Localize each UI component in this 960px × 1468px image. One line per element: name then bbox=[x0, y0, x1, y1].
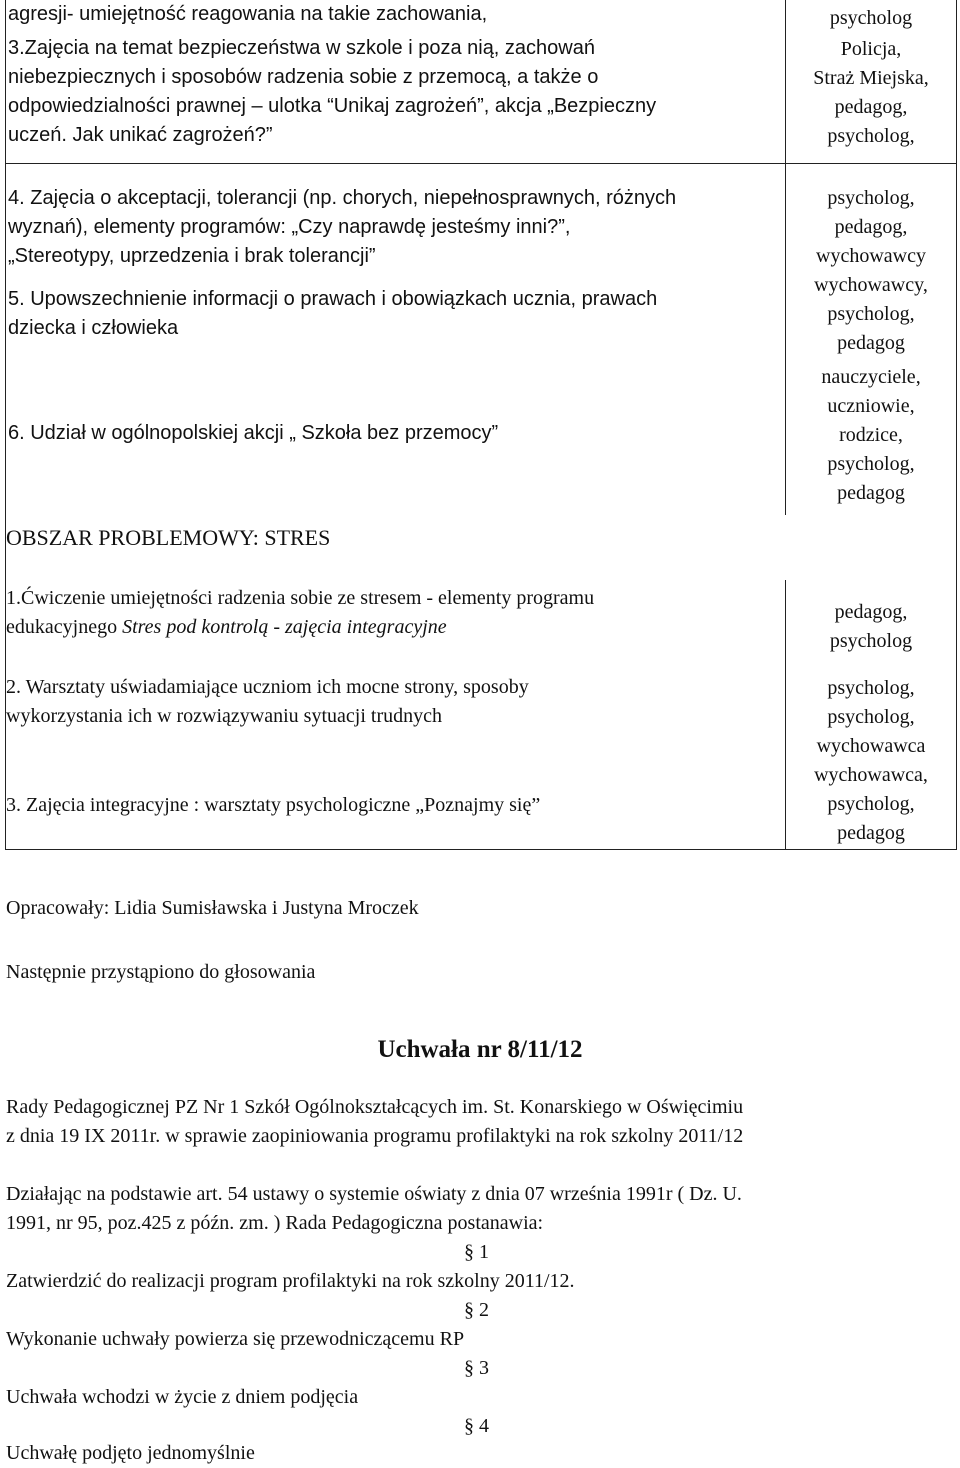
legal-basis: 1991, nr 95, poz.425 z późn. zm. ) Rada Pedagogiczna postanawia: bbox=[6, 1212, 544, 1234]
responsible-person: psycholog bbox=[829, 7, 913, 29]
table-cell-text: 2. Warsztaty uświadamiające uczniom ich mocne strony, sposoby bbox=[6, 676, 529, 698]
legal-basis: Działając na podstawie art. 54 ustawy o systemie oświaty z dnia 07 września 1991r ( Dz. U. bbox=[6, 1183, 742, 1205]
responsible-person: nauczyciele, bbox=[821, 366, 921, 388]
paragraph-number: § 2 bbox=[464, 1299, 489, 1321]
responsible-person: psycholog, bbox=[827, 793, 915, 815]
resolution-subtitle: Rady Pedagogicznej PZ Nr 1 Szkół Ogólnokształcących im. St. Konarskiego w Oświęcimiu bbox=[6, 1096, 744, 1118]
responsible-person: pedagog, bbox=[834, 216, 908, 238]
responsible-person: wychowawcy, bbox=[814, 274, 928, 296]
table-cell-text: dziecka i człowieka bbox=[8, 317, 179, 339]
responsible-person: pedagog, bbox=[834, 601, 908, 623]
table-border-right bbox=[956, 0, 957, 850]
responsible-person: wychowawca, bbox=[814, 764, 928, 786]
table-cell-text: 1.Ćwiczenie umiejętności radzenia sobie ze stresem - elementy programu bbox=[6, 587, 595, 609]
section-heading: OBSZAR PROBLEMOWY: STRES bbox=[6, 525, 331, 550]
table-cell-text bbox=[6, 613, 447, 642]
table-cell-text-plain: edukacyjnego bbox=[6, 616, 123, 638]
program-name: Stres pod kontrolą - zajęcia integracyjne bbox=[122, 616, 447, 638]
paragraph-text: Wykonanie uchwały powierza się przewodniczącemu RP bbox=[6, 1328, 465, 1350]
responsible-person: uczniowie, bbox=[827, 395, 915, 417]
paragraph-number: § 4 bbox=[464, 1415, 489, 1437]
responsible-person: rodzice, bbox=[839, 424, 903, 446]
responsible-person: psycholog, bbox=[827, 187, 915, 209]
paragraph-text: Uchwałę podjęto jednomyślnie bbox=[6, 1442, 255, 1464]
table-cell-text: „Stereotypy, uprzedzenia i brak tolerancji” bbox=[8, 245, 376, 267]
table-cell-text: odpowiedzialności prawnej – ulotka “Unikaj zagrożeń”, akcja „Bezpieczny bbox=[8, 95, 657, 117]
paragraph-text: Uchwała wchodzi w życie z dniem podjęcia bbox=[6, 1386, 359, 1408]
table-cell-text: niebezpiecznych i sposobów radzenia sobie z przemocą, a także o bbox=[8, 66, 599, 88]
resolution-subtitle: z dnia 19 IX 2011r. w sprawie zaopiniowania programu profilaktyki na rok szkolny 2011/12 bbox=[6, 1125, 744, 1147]
table-cell-text: 3.Zajęcia na temat bezpieczeństwa w szkole i poza nią, zachowań bbox=[8, 37, 595, 59]
next-step: Następnie przystąpiono do głosowania bbox=[6, 961, 316, 983]
responsible-person: psycholog, bbox=[827, 125, 915, 147]
responsible-person: Policja, bbox=[840, 38, 902, 60]
table-cell-text: uczeń. Jak unikać zagrożeń?” bbox=[8, 124, 273, 146]
table-cell-text: 3. Zajęcia integracyjne : warsztaty psychologiczne „Poznajmy się” bbox=[6, 794, 541, 816]
responsible-person: psycholog, bbox=[827, 677, 915, 699]
paragraph-number: § 3 bbox=[464, 1357, 489, 1379]
paragraph-text: Zatwierdzić do realizacji program profilaktyki na rok szkolny 2011/12. bbox=[6, 1270, 575, 1292]
responsible-person: pedagog bbox=[837, 822, 905, 844]
table-cell-text: wykorzystania ich w rozwiązywaniu sytuacji trudnych bbox=[6, 705, 442, 727]
table-bottom-border bbox=[5, 849, 957, 850]
responsible-person: wychowawca bbox=[816, 735, 926, 757]
responsible-person: wychowawcy bbox=[816, 245, 926, 267]
responsible-person: psycholog, bbox=[827, 706, 915, 728]
table-row-divider bbox=[5, 163, 957, 164]
responsible-person: psycholog, bbox=[827, 303, 915, 325]
resolution-title: Uchwała nr 8/11/12 bbox=[377, 1036, 583, 1063]
responsible-person: pedagog, bbox=[834, 96, 908, 118]
responsible-person: psycholog bbox=[829, 630, 913, 652]
table-cell-text: 5. Upowszechnienie informacji o prawach i obowiązkach ucznia, prawach bbox=[8, 288, 658, 310]
table-cell-text: 4. Zajęcia o akceptacji, tolerancji (np. chorych, niepełnosprawnych, różnych bbox=[8, 187, 677, 209]
responsible-person: pedagog bbox=[837, 332, 905, 354]
table-cell-text: 6. Udział w ogólnopolskiej akcji „ Szkoła bez przemocy” bbox=[8, 422, 499, 444]
responsible-person: psycholog, bbox=[827, 453, 915, 475]
responsible-person: Straż Miejska, bbox=[813, 67, 929, 89]
responsible-person: pedagog bbox=[837, 482, 905, 504]
paragraph-number: § 1 bbox=[464, 1241, 489, 1263]
table-cell-text: agresji- umiejętność reagowania na takie zachowania, bbox=[8, 3, 488, 25]
table-cell-text: wyznań), elementy programów: „Czy naprawdę jesteśmy inni?”, bbox=[8, 216, 571, 238]
prepared-by: Opracowały: Lidia Sumisławska i Justyna Mroczek bbox=[6, 897, 419, 919]
